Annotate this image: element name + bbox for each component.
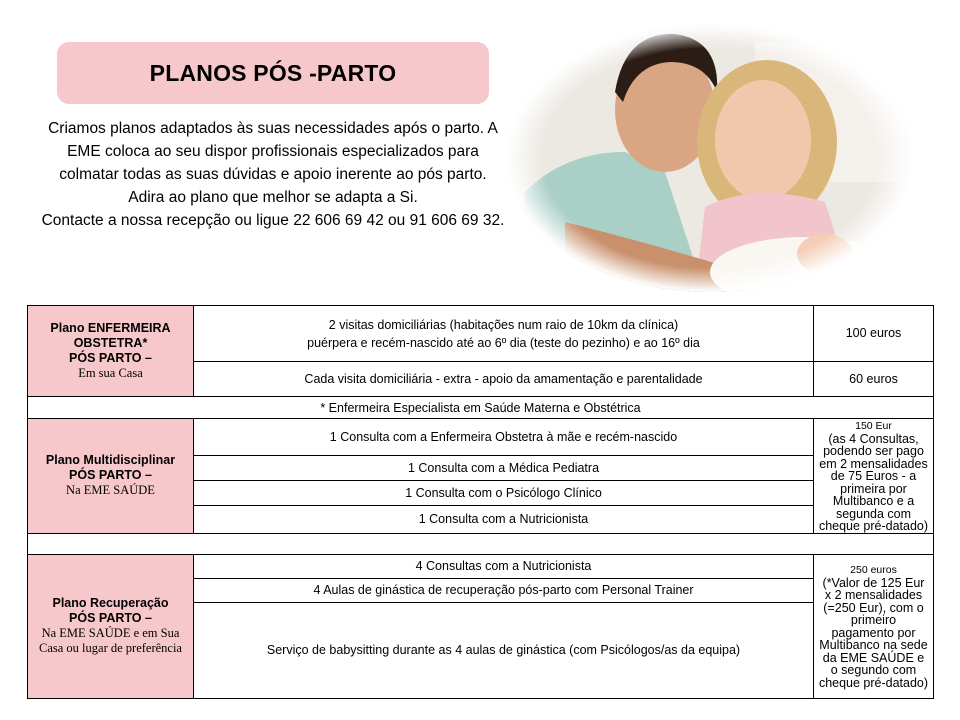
service-cell [194, 505, 814, 533]
price-cell [814, 419, 934, 534]
plan-location: Na EME SAÚDE [66, 483, 155, 498]
service-cell [194, 306, 814, 362]
plan-name: Plano ENFERMEIRA OBSTETRA* [50, 321, 171, 350]
plan-subtitle: PÓS PARTO – [69, 351, 152, 365]
price-cell [814, 362, 934, 397]
service-cell [194, 480, 814, 505]
price-value: 100 euros [845, 326, 902, 341]
footnote-cell [28, 397, 934, 419]
price-note: (*Valor de 125 Eur x 2 mensalidades (=250 Eur), com o primeiro pagamento por Multibanco na sede da EME SAÚDE e o segundo com cheque pré-datado) [818, 575, 929, 690]
plan-enfermeira-cell [28, 306, 194, 397]
price-cell [814, 306, 934, 362]
service-cell [194, 419, 814, 456]
intro-contact: Contacte a nossa recepção ou ligue 22 606 69 42 ou 91 606 69 32. [41, 212, 505, 229]
service-line: puérpera e recém-nascido até ao 6º dia (teste do pezinho) e ao 16º dia [307, 335, 700, 350]
price-value: 150 Eur [855, 420, 892, 432]
plan-subtitle: PÓS PARTO – [69, 611, 152, 625]
footnote-text: * Enfermeira Especialista em Saúde Materna e Obstétrica [320, 400, 641, 415]
service-line: 1 Consulta com o Psicólogo Clínico [405, 485, 602, 500]
service-line: 4 Consultas com a Nutricionista [415, 559, 592, 573]
plan-location: Na EME SAÚDE e em Sua Casa ou lugar de preferência [39, 626, 182, 655]
spacer-row [28, 533, 934, 554]
service-line: Serviço de babysitting durante as 4 aulas de ginástica (com Psicólogos/as da equipa) [266, 643, 741, 657]
service-line: 1 Consulta com a Enfermeira Obstetra à mãe e recém-nascido [329, 430, 678, 445]
couple-with-newborn-photo [505, 22, 915, 294]
intro-cta: Adira ao plano que melhor se adapta a Si. [128, 189, 418, 206]
plan-subtitle: PÓS PARTO – [69, 468, 152, 483]
title-banner [57, 42, 489, 104]
intro-text [40, 117, 506, 232]
price-value: 250 euros [850, 564, 897, 576]
plans-table [27, 305, 934, 699]
page-title: PLANOS PÓS -PARTO [149, 59, 397, 86]
price-value: 60 euros [849, 371, 898, 386]
service-line: 2 visitas domiciliárias (habitações num raio de 10km da clínica) [328, 317, 679, 332]
price-note: (as 4 Consultas, podendo ser pago em 2 mensalidades de 75 Euros - a primeira por Multibanco e a segunda com cheque pré-datado) [818, 431, 929, 533]
service-cell [194, 554, 814, 578]
plan-name: Plano Recuperação [52, 596, 169, 610]
service-line: Cada visita domiciliária - extra - apoio da amamentação e parentalidade [304, 372, 703, 386]
service-cell [194, 578, 814, 602]
plan-name: Plano Multidisciplinar [45, 453, 176, 468]
plan-location: Em sua Casa [78, 366, 143, 380]
service-line: 1 Consulta com a Nutricionista [418, 512, 589, 527]
price-cell [814, 554, 934, 698]
service-line: 1 Consulta com a Médica Pediatra [407, 461, 600, 475]
plan-multidisciplinar-cell [28, 419, 194, 534]
service-cell [194, 456, 814, 481]
service-line: 4 Aulas de ginástica de recuperação pós-parto com Personal Trainer [313, 583, 694, 597]
service-cell [194, 362, 814, 397]
service-cell [194, 602, 814, 698]
plan-recuperacao-cell [28, 554, 194, 698]
intro-paragraph: Criamos planos adaptados às suas necessidades após o parto. A EME coloca ao seu dispor profissionais especializados para colmatar todas as suas dúvidas e apoio inerente ao pós parto. [48, 120, 498, 183]
